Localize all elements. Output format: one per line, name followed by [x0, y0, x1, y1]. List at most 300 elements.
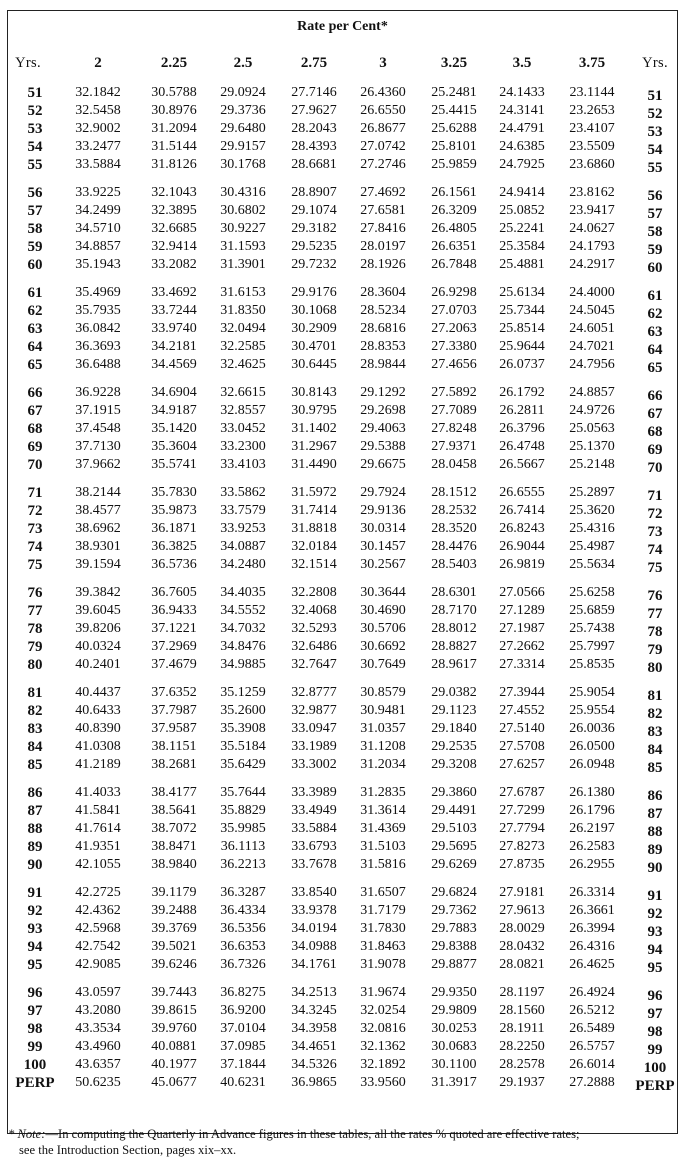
- value-cell: 23.1144: [569, 85, 615, 100]
- value-cell: 27.8416: [360, 221, 406, 236]
- table-row: [8, 602, 677, 620]
- year-label-right: 99: [647, 1042, 663, 1058]
- year-label: 64: [27, 339, 43, 355]
- year-label-right: 64: [647, 342, 663, 358]
- value-cell: 37.6352: [151, 685, 197, 700]
- year-label: 60: [27, 257, 43, 273]
- year-label: 77: [27, 603, 43, 619]
- value-cell: 27.8273: [499, 839, 545, 854]
- value-cell: 29.6675: [360, 457, 406, 472]
- value-cell: 40.6231: [220, 1075, 266, 1090]
- value-cell: 26.5489: [569, 1021, 615, 1036]
- value-cell: 31.8818: [291, 521, 337, 536]
- value-cell: 26.3209: [431, 203, 477, 218]
- value-cell: 26.5667: [499, 457, 545, 472]
- value-cell: 32.1842: [75, 85, 121, 100]
- value-cell: 33.9740: [151, 321, 197, 336]
- value-cell: 35.4969: [75, 285, 121, 300]
- value-cell: 31.5144: [151, 139, 197, 154]
- value-cell: 30.5788: [151, 85, 197, 100]
- value-cell: 26.9044: [499, 539, 545, 554]
- value-cell: 27.7146: [291, 85, 337, 100]
- value-cell: 28.1911: [499, 1021, 545, 1036]
- value-cell: 37.2969: [151, 639, 197, 654]
- value-cell: 33.6793: [291, 839, 337, 854]
- rate-column-header: 3.75: [578, 55, 606, 71]
- value-cell: 45.0677: [151, 1075, 197, 1090]
- value-cell: 29.5695: [431, 839, 477, 854]
- value-cell: 30.0253: [431, 1021, 477, 1036]
- value-cell: 27.0742: [360, 139, 406, 154]
- value-cell: 35.8829: [220, 803, 266, 818]
- value-cell: 31.3614: [360, 803, 406, 818]
- value-cell: 26.6555: [499, 485, 545, 500]
- rate-column-header: 2.75: [300, 55, 328, 71]
- value-cell: 27.7794: [499, 821, 545, 836]
- value-cell: 24.6385: [499, 139, 545, 154]
- value-cell: 28.0029: [499, 921, 545, 936]
- table-row: [8, 484, 677, 502]
- value-cell: 31.9674: [360, 985, 406, 1000]
- value-cell: 27.3380: [431, 339, 477, 354]
- value-cell: 31.8350: [220, 303, 266, 318]
- year-label: 67: [27, 403, 43, 419]
- value-cell: 36.6353: [220, 939, 266, 954]
- value-cell: 31.4369: [360, 821, 406, 836]
- table-row: [8, 738, 677, 756]
- year-label-right: 86: [647, 788, 663, 804]
- value-cell: 25.0563: [569, 421, 615, 436]
- value-cell: 37.4548: [75, 421, 121, 436]
- year-label-right: 74: [647, 542, 663, 558]
- year-label: 54: [27, 139, 43, 155]
- value-cell: 30.9795: [291, 403, 337, 418]
- value-cell: 25.5634: [569, 557, 615, 572]
- value-cell: 33.5884: [75, 157, 121, 172]
- value-cell: 32.7647: [291, 657, 337, 672]
- table-row: [8, 456, 677, 474]
- value-cell: 31.3917: [431, 1075, 477, 1090]
- value-cell: 33.4692: [151, 285, 197, 300]
- year-label-right: 60: [647, 260, 663, 276]
- value-cell: 29.5388: [360, 439, 406, 454]
- value-cell: 26.3994: [569, 921, 615, 936]
- value-cell: 34.5710: [75, 221, 121, 236]
- year-label-right: 80: [647, 660, 663, 676]
- table-row: [8, 320, 677, 338]
- footnote-prefix: * Note:: [8, 1127, 46, 1141]
- value-cell: 41.4033: [75, 785, 121, 800]
- table-row: [8, 202, 677, 220]
- year-label-right: 85: [647, 760, 663, 776]
- value-cell: 27.4552: [499, 703, 545, 718]
- value-cell: 31.5103: [360, 839, 406, 854]
- table-row: [8, 584, 677, 602]
- year-label: 88: [27, 821, 43, 837]
- year-label-right: 89: [647, 842, 663, 858]
- year-label-right: 52: [647, 106, 663, 122]
- value-cell: 25.4316: [569, 521, 615, 536]
- value-cell: 24.9414: [499, 185, 545, 200]
- value-cell: 25.2148: [569, 457, 615, 472]
- table-row: [8, 802, 677, 820]
- value-cell: 25.9644: [499, 339, 545, 354]
- table-row: [8, 638, 677, 656]
- value-cell: 42.5968: [75, 921, 121, 936]
- value-cell: 24.7021: [569, 339, 615, 354]
- value-cell: 27.9181: [499, 885, 545, 900]
- year-label-right: 59: [647, 242, 663, 258]
- year-label: 81: [27, 685, 43, 701]
- value-cell: 26.4748: [499, 439, 545, 454]
- year-label: 92: [27, 903, 43, 919]
- rate-header: Rate per Cent*: [297, 19, 388, 34]
- value-cell: 35.1943: [75, 257, 121, 272]
- value-cell: 28.1512: [431, 485, 477, 500]
- table-row: [8, 684, 677, 702]
- value-cell: 33.2300: [220, 439, 266, 454]
- value-cell: 32.0254: [360, 1003, 406, 1018]
- value-cell: 25.6288: [431, 121, 477, 136]
- value-cell: 35.6429: [220, 757, 266, 772]
- table-row: [8, 938, 677, 956]
- year-label-right: 82: [647, 706, 663, 722]
- value-cell: 39.3769: [151, 921, 197, 936]
- value-cell: 29.2535: [431, 739, 477, 754]
- value-cell: 36.3693: [75, 339, 121, 354]
- rate-column-header: 2.25: [160, 55, 188, 71]
- value-cell: 31.3901: [220, 257, 266, 272]
- value-cell: 38.2144: [75, 485, 121, 500]
- value-cell: 27.9371: [431, 439, 477, 454]
- year-label: 58: [27, 221, 43, 237]
- value-cell: 25.2481: [431, 85, 477, 100]
- value-cell: 23.6860: [569, 157, 615, 172]
- year-label-right: 72: [647, 506, 663, 522]
- value-cell: 23.5509: [569, 139, 615, 154]
- value-cell: 36.7326: [220, 957, 266, 972]
- value-cell: 29.1074: [291, 203, 337, 218]
- year-label: 59: [27, 239, 43, 255]
- value-cell: 33.9560: [360, 1075, 406, 1090]
- value-cell: 41.2189: [75, 757, 121, 772]
- year-label: 78: [27, 621, 43, 637]
- value-cell: 36.9200: [220, 1003, 266, 1018]
- value-cell: 28.1197: [499, 985, 545, 1000]
- value-cell: 24.1433: [499, 85, 545, 100]
- year-label: 85: [27, 757, 43, 773]
- value-cell: 32.0494: [220, 321, 266, 336]
- value-cell: 37.0104: [220, 1021, 266, 1036]
- footnote-text: —In computing the Quarterly in Advance figures in these tables, all the rates % quoted are effective rates;: [45, 1127, 580, 1141]
- value-cell: 28.4476: [431, 539, 477, 554]
- value-cell: 29.6480: [220, 121, 266, 136]
- value-cell: 32.9414: [151, 239, 197, 254]
- value-cell: 38.1151: [151, 739, 197, 754]
- year-label-right: 70: [647, 460, 663, 476]
- year-label: 97: [27, 1003, 43, 1019]
- value-cell: 30.7649: [360, 657, 406, 672]
- value-cell: 27.8248: [431, 421, 477, 436]
- value-cell: 27.5708: [499, 739, 545, 754]
- value-cell: 27.6787: [499, 785, 545, 800]
- value-cell: 28.5403: [431, 557, 477, 572]
- value-cell: 40.1977: [151, 1057, 197, 1072]
- table-row: [8, 720, 677, 738]
- value-cell: 43.2080: [75, 1003, 121, 1018]
- value-cell: 32.3895: [151, 203, 197, 218]
- value-cell: 28.8353: [360, 339, 406, 354]
- value-cell: 31.9078: [360, 957, 406, 972]
- value-cell: 29.3208: [431, 757, 477, 772]
- value-cell: 30.1100: [431, 1057, 477, 1072]
- table-row: [8, 256, 677, 274]
- value-cell: 31.7830: [360, 921, 406, 936]
- value-cell: 37.9587: [151, 721, 197, 736]
- value-cell: 29.8388: [431, 939, 477, 954]
- table-row: [8, 984, 677, 1002]
- table-row: [8, 702, 677, 720]
- value-cell: 40.8390: [75, 721, 121, 736]
- value-cell: 24.7925: [499, 157, 545, 172]
- value-cell: 36.8275: [220, 985, 266, 1000]
- value-cell: 36.1871: [151, 521, 197, 536]
- value-cell: 39.1179: [151, 885, 197, 900]
- year-label-right: 84: [647, 742, 663, 758]
- value-cell: 40.6433: [75, 703, 121, 718]
- table-row: [8, 784, 677, 802]
- value-cell: 38.4177: [151, 785, 197, 800]
- value-cell: 26.1561: [431, 185, 477, 200]
- value-cell: 34.9187: [151, 403, 197, 418]
- footnote: [8, 1127, 680, 1158]
- value-cell: 25.6134: [499, 285, 545, 300]
- value-cell: 25.7344: [499, 303, 545, 318]
- year-label-right: 65: [647, 360, 663, 376]
- value-cell: 33.8540: [291, 885, 337, 900]
- value-cell: 39.6246: [151, 957, 197, 972]
- value-cell: 32.1514: [291, 557, 337, 572]
- value-cell: 28.9844: [360, 357, 406, 372]
- value-cell: 40.2401: [75, 657, 121, 672]
- value-cell: 39.8206: [75, 621, 121, 636]
- year-label-right: 91: [647, 888, 663, 904]
- value-cell: 27.9613: [499, 903, 545, 918]
- value-cell: 32.4625: [220, 357, 266, 372]
- value-cell: 24.6051: [569, 321, 615, 336]
- value-cell: 24.0627: [569, 221, 615, 236]
- value-cell: 28.6681: [291, 157, 337, 172]
- table-row: [8, 520, 677, 538]
- value-cell: 29.5235: [291, 239, 337, 254]
- value-cell: 25.9554: [569, 703, 615, 718]
- value-cell: 26.9819: [499, 557, 545, 572]
- value-cell: 26.9298: [431, 285, 477, 300]
- year-label-right: 54: [647, 142, 663, 158]
- table-row: [8, 1020, 677, 1038]
- value-cell: 31.6507: [360, 885, 406, 900]
- table-row: [8, 420, 677, 438]
- value-cell: 25.9859: [431, 157, 477, 172]
- value-cell: 32.1362: [360, 1039, 406, 1054]
- value-cell: 26.8243: [499, 521, 545, 536]
- value-cell: 29.7362: [431, 903, 477, 918]
- value-cell: 28.8907: [291, 185, 337, 200]
- value-cell: 30.1457: [360, 539, 406, 554]
- value-cell: 35.7935: [75, 303, 121, 318]
- table-row: [8, 138, 677, 156]
- year-label-right: 96: [647, 988, 663, 1004]
- value-cell: 32.6486: [291, 639, 337, 654]
- value-cell: 31.2034: [360, 757, 406, 772]
- value-cell: 36.4334: [220, 903, 266, 918]
- value-cell: 37.0985: [220, 1039, 266, 1054]
- table-row: [8, 620, 677, 638]
- value-cell: 26.5212: [569, 1003, 615, 1018]
- value-cell: 26.3661: [569, 903, 615, 918]
- value-cell: 24.5045: [569, 303, 615, 318]
- value-cell: 30.1068: [291, 303, 337, 318]
- value-cell: 27.4656: [431, 357, 477, 372]
- value-cell: 32.1043: [151, 185, 197, 200]
- value-cell: 39.8615: [151, 1003, 197, 1018]
- value-cell: 26.0948: [569, 757, 615, 772]
- value-cell: 30.4690: [360, 603, 406, 618]
- year-label-right: 88: [647, 824, 663, 840]
- value-cell: 31.1593: [220, 239, 266, 254]
- value-cell: 34.2480: [220, 557, 266, 572]
- value-cell: 32.0184: [291, 539, 337, 554]
- year-label-right: 56: [647, 188, 663, 204]
- year-label-right: 62: [647, 306, 663, 322]
- rate-column-header: 3.25: [440, 55, 468, 71]
- value-cell: 41.0308: [75, 739, 121, 754]
- year-label-right: 98: [647, 1024, 663, 1040]
- year-label: 90: [27, 857, 43, 873]
- value-cell: 29.1840: [431, 721, 477, 736]
- value-cell: 30.0683: [431, 1039, 477, 1054]
- value-cell: 39.5021: [151, 939, 197, 954]
- value-cell: 26.1792: [499, 385, 545, 400]
- value-cell: 33.3989: [291, 785, 337, 800]
- table-row: [8, 556, 677, 574]
- value-cell: 30.6692: [360, 639, 406, 654]
- value-cell: 33.5884: [291, 821, 337, 836]
- year-label-right: 55: [647, 160, 663, 176]
- value-cell: 34.4035: [220, 585, 266, 600]
- table-row: [8, 502, 677, 520]
- value-cell: 35.1420: [151, 421, 197, 436]
- value-cell: 35.9985: [220, 821, 266, 836]
- year-label: 91: [27, 885, 43, 901]
- value-cell: 26.3796: [499, 421, 545, 436]
- value-cell: 28.1560: [499, 1003, 545, 1018]
- value-cell: 34.8857: [75, 239, 121, 254]
- table-row: [8, 402, 677, 420]
- value-cell: 34.1761: [291, 957, 337, 972]
- year-label-right: 53: [647, 124, 663, 140]
- table-row: [8, 384, 677, 402]
- year-label: 73: [27, 521, 43, 537]
- value-cell: 25.1370: [569, 439, 615, 454]
- value-cell: 28.6301: [431, 585, 477, 600]
- value-cell: 28.2250: [499, 1039, 545, 1054]
- year-label-right: PERP: [635, 1078, 675, 1094]
- value-cell: 38.9840: [151, 857, 197, 872]
- value-cell: 29.3736: [220, 103, 266, 118]
- year-label: 80: [27, 657, 43, 673]
- value-cell: 27.2662: [499, 639, 545, 654]
- value-cell: 30.9227: [220, 221, 266, 236]
- year-label: 100: [23, 1057, 47, 1073]
- table-row: [8, 820, 677, 838]
- table-row: [8, 902, 677, 920]
- value-cell: 33.3002: [291, 757, 337, 772]
- value-cell: 33.9378: [291, 903, 337, 918]
- value-cell: 26.2197: [569, 821, 615, 836]
- value-cell: 32.5458: [75, 103, 121, 118]
- value-cell: 33.2477: [75, 139, 121, 154]
- year-label: 52: [27, 103, 43, 119]
- value-cell: 32.8777: [291, 685, 337, 700]
- value-cell: 28.0821: [499, 957, 545, 972]
- year-label: 72: [27, 503, 43, 519]
- value-cell: 43.6357: [75, 1057, 121, 1072]
- value-cell: 33.4949: [291, 803, 337, 818]
- value-cell: 27.7299: [499, 803, 545, 818]
- value-cell: 28.0197: [360, 239, 406, 254]
- value-cell: 30.8976: [151, 103, 197, 118]
- value-cell: 34.2499: [75, 203, 121, 218]
- value-cell: 31.1402: [291, 421, 337, 436]
- value-cell: 26.0737: [499, 357, 545, 372]
- value-cell: 31.7179: [360, 903, 406, 918]
- value-cell: 36.9865: [291, 1075, 337, 1090]
- value-cell: 28.3604: [360, 285, 406, 300]
- year-label: 70: [27, 457, 43, 473]
- table-row: [8, 284, 677, 302]
- value-cell: 31.2094: [151, 121, 197, 136]
- year-label-right: 69: [647, 442, 663, 458]
- year-label-right: 67: [647, 406, 663, 422]
- value-cell: 33.7244: [151, 303, 197, 318]
- value-cell: 42.4362: [75, 903, 121, 918]
- year-label: 66: [27, 385, 43, 401]
- year-label-right: 57: [647, 206, 663, 222]
- value-cell: 25.8514: [499, 321, 545, 336]
- year-label: 75: [27, 557, 43, 573]
- value-cell: 30.2909: [291, 321, 337, 336]
- value-cell: 27.0703: [431, 303, 477, 318]
- value-cell: 31.4490: [291, 457, 337, 472]
- table-row: [8, 756, 677, 774]
- table-row: [8, 184, 677, 202]
- table-row: [8, 102, 677, 120]
- value-cell: 34.4651: [291, 1039, 337, 1054]
- value-cell: 42.2725: [75, 885, 121, 900]
- value-cell: 31.1208: [360, 739, 406, 754]
- table-row: [8, 84, 677, 102]
- value-cell: 33.1989: [291, 739, 337, 754]
- year-label-right: 63: [647, 324, 663, 340]
- value-cell: 29.2698: [360, 403, 406, 418]
- value-cell: 26.2583: [569, 839, 615, 854]
- value-cell: 34.8476: [220, 639, 266, 654]
- value-cell: 36.9433: [151, 603, 197, 618]
- value-cell: 24.2917: [569, 257, 615, 272]
- value-cell: 23.4107: [569, 121, 615, 136]
- year-label: 76: [27, 585, 43, 601]
